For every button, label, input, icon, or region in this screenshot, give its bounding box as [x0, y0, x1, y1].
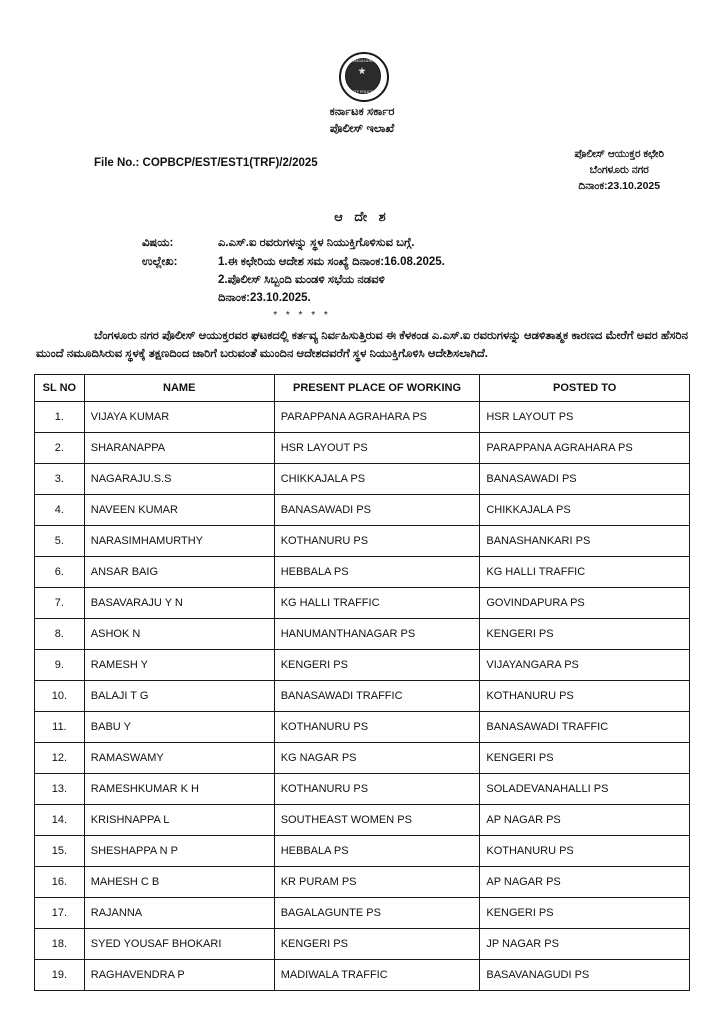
cell-sl-no: 19.: [35, 959, 85, 990]
cell-present-place: KENGERI PS: [274, 649, 480, 680]
subject-reference-block: [34, 235, 690, 308]
cell-present-place: BAGALAGUNTE PS: [274, 897, 480, 928]
table-row: [35, 525, 690, 556]
column-header-name: NAME: [84, 374, 274, 401]
table-row: [35, 680, 690, 711]
column-header-present-place: PRESENT PLACE OF WORKING: [274, 374, 480, 401]
cell-name: ASHOK N: [84, 618, 274, 649]
table-row: [35, 835, 690, 866]
cell-posted-to: KENGERI PS: [480, 742, 690, 773]
cell-posted-to: GOVINDAPURA PS: [480, 587, 690, 618]
subject-label: ವಿಷಯ:: [142, 236, 174, 249]
table-row: [35, 897, 690, 928]
emblem-text-top: BENGALURU: [349, 59, 375, 63]
cell-present-place: HANUMANTHANAGAR PS: [274, 618, 480, 649]
cell-present-place: CHIKKAJALA PS: [274, 463, 480, 494]
cell-name: RAJANNA: [84, 897, 274, 928]
cell-posted-to: KENGERI PS: [480, 618, 690, 649]
cell-sl-no: 17.: [35, 897, 85, 928]
cell-sl-no: 16.: [35, 866, 85, 897]
cell-sl-no: 1.: [35, 401, 85, 432]
cell-present-place: KG NAGAR PS: [274, 742, 480, 773]
table-row: [35, 711, 690, 742]
emblem-text-bottom: CITY POLICE: [351, 90, 373, 94]
cell-posted-to: HSR LAYOUT PS: [480, 401, 690, 432]
table-row: [35, 649, 690, 680]
table-header-row: [35, 374, 690, 401]
separator-stars: * * * * *: [273, 309, 331, 321]
cell-present-place: PARAPPANA AGRAHARA PS: [274, 401, 480, 432]
cell-sl-no: 8.: [35, 618, 85, 649]
emblem-container: [34, 52, 690, 100]
cell-sl-no: 13.: [35, 773, 85, 804]
column-header-posted-to: POSTED TO: [480, 374, 690, 401]
table-row: [35, 959, 690, 990]
office-date: ದಿನಾಂಕ:23.10.2025: [578, 179, 661, 192]
cell-sl-no: 4.: [35, 494, 85, 525]
cell-posted-to: BANASHANKARI PS: [480, 525, 690, 556]
table-row: [35, 494, 690, 525]
table-row: [35, 618, 690, 649]
cell-posted-to: PARAPPANA AGRAHARA PS: [480, 432, 690, 463]
cell-name: KRISHNAPPA L: [84, 804, 274, 835]
cell-sl-no: 15.: [35, 835, 85, 866]
cell-posted-to: KG HALLI TRAFFIC: [480, 556, 690, 587]
cell-posted-to: KOTHANURU PS: [480, 680, 690, 711]
cell-sl-no: 14.: [35, 804, 85, 835]
document-meta-row: [34, 147, 690, 194]
table-row: [35, 773, 690, 804]
reference-line-2: 2.ಪೊಲೀಸ್ ಸಿಬ್ಬಂದಿ ಮಂಡಳಿ ಸಭೆಯ ನಡವಳಿ: [218, 274, 385, 287]
cell-present-place: BANASAWADI PS: [274, 494, 480, 525]
cell-name: ANSAR BAIG: [84, 556, 274, 587]
cell-present-place: HEBBALA PS: [274, 835, 480, 866]
cell-present-place: HEBBALA PS: [274, 556, 480, 587]
cell-posted-to: KENGERI PS: [480, 897, 690, 928]
cell-sl-no: 6.: [35, 556, 85, 587]
cell-sl-no: 5.: [35, 525, 85, 556]
reference-row: [142, 254, 690, 307]
cell-name: BASAVARAJU Y N: [84, 587, 274, 618]
gov-heading-line-1: ಕರ್ನಾಟಕ ಸರ್ಕಾರ: [329, 106, 395, 118]
office-line-2: ಬೆಂಗಳೂರು ನಗರ: [589, 164, 649, 177]
cell-sl-no: 11.: [35, 711, 85, 742]
table-row: [35, 463, 690, 494]
cell-present-place: KOTHANURU PS: [274, 525, 480, 556]
cell-name: RAMESH Y: [84, 649, 274, 680]
office-line-1: ಪೊಲೀಸ್ ಆಯುಕ್ತರ ಕಛೇರಿ: [574, 148, 664, 161]
cell-present-place: KOTHANURU PS: [274, 711, 480, 742]
cell-name: NAGARAJU.S.S: [84, 463, 274, 494]
issuing-office-block: [574, 147, 690, 194]
table-row: [35, 742, 690, 773]
cell-posted-to: SOLADEVANAHALLI PS: [480, 773, 690, 804]
cell-name: RAMESHKUMAR K H: [84, 773, 274, 804]
cell-present-place: MADIWALA TRAFFIC: [274, 959, 480, 990]
cell-posted-to: KOTHANURU PS: [480, 835, 690, 866]
cell-name: RAGHAVENDRA P: [84, 959, 274, 990]
cell-posted-to: JP NAGAR PS: [480, 928, 690, 959]
government-heading: [34, 104, 690, 137]
cell-sl-no: 2.: [35, 432, 85, 463]
table-body: [35, 401, 690, 990]
gov-heading-line-2: ಪೊಲೀಸ್ ಇಲಾಖೆ: [329, 122, 395, 135]
cell-present-place: KR PURAM PS: [274, 866, 480, 897]
cell-posted-to: CHIKKAJALA PS: [480, 494, 690, 525]
subject-row: [142, 235, 690, 253]
cell-present-place: SOUTHEAST WOMEN PS: [274, 804, 480, 835]
cell-name: RAMASWAMY: [84, 742, 274, 773]
cell-posted-to: BANASAWADI TRAFFIC: [480, 711, 690, 742]
column-header-sl-no: SL NO: [35, 374, 85, 401]
transfer-table: [34, 374, 690, 991]
cell-sl-no: 3.: [35, 463, 85, 494]
cell-present-place: KENGERI PS: [274, 928, 480, 959]
cell-present-place: BANASAWADI TRAFFIC: [274, 680, 480, 711]
cell-name: BABU Y: [84, 711, 274, 742]
cell-name: SHESHAPPA N P: [84, 835, 274, 866]
cell-sl-no: 18.: [35, 928, 85, 959]
cell-present-place: KOTHANURU PS: [274, 773, 480, 804]
table-row: [35, 866, 690, 897]
table-row: [35, 587, 690, 618]
cell-name: VIJAYA KUMAR: [84, 401, 274, 432]
file-number: File No.: COPBCP/EST/EST1(TRF)/2/2025: [94, 157, 318, 170]
cell-name: SHARANAPPA: [84, 432, 274, 463]
cell-posted-to: AP NAGAR PS: [480, 804, 690, 835]
table-header: [35, 374, 690, 401]
subject-value: ಎ.ಎಸ್.ಐ ರವರುಗಳನ್ನು ಸ್ಥಳ ನಿಯುಕ್ತಿಗೊಳಿಸುವ ಬಗ್ಗೆ.: [218, 236, 415, 249]
table-row: [35, 432, 690, 463]
table-row: [35, 401, 690, 432]
cell-name: MAHESH C B: [84, 866, 274, 897]
cell-name: BALAJI T G: [84, 680, 274, 711]
order-title: ಆ ದೇ ಶ: [334, 208, 390, 224]
cell-posted-to: BANASAWADI PS: [480, 463, 690, 494]
emblem-inner-disc: [345, 58, 381, 94]
cell-name: NAVEEN KUMAR: [84, 494, 274, 525]
order-body-paragraph: ಬೆಂಗಳೂರು ನಗರ ಪೊಲೀಸ್ ಆಯುಕ್ತರವರ ಘಟಕದಲ್ಲಿ ಕರ್ತವ್ಯ ನಿರ್ವಹಿಸುತ್ತಿರುವ ಈ ಕೆಳಕಂಡ ಎ.ಎಸ್.ಐ ರವರುಗಳನ್ನು ಆಡಳಿತಾತ್ಮಕ ಕಾರಣದ ಮೇರೆಗೆ ಅವರ ಹೆಸರಿನ ಮುಂದೆ ನಮೂದಿಸಿರುವ ಸ್ಥಳಕ್ಕೆ ತಕ್ಷಣದಿಂದ ಜಾರಿಗೆ ಬರುವಂತೆ ಮುಂದಿನ ಆದೇಶದವರೆಗೆ ಸ್ಥಳ ನಿಯುಕ್ತಿಗೊಳಿಸಿ ಆದೇಶಿಸಲಾಗಿದೆ.: [36, 329, 688, 361]
cell-name: SYED YOUSAF BHOKARI: [84, 928, 274, 959]
cell-sl-no: 7.: [35, 587, 85, 618]
cell-sl-no: 12.: [35, 742, 85, 773]
reference-line-1: 1.ಈ ಕಛೇರಿಯ ಆದೇಶ ಸಮ ಸಂಖ್ಯೆ ದಿನಾಂಕ:16.08.2025.: [218, 256, 445, 269]
cell-posted-to: VIJAYANGARA PS: [480, 649, 690, 680]
reference-values: [218, 254, 445, 307]
table-row: [35, 928, 690, 959]
cell-present-place: KG HALLI TRAFFIC: [274, 587, 480, 618]
table-row: [35, 804, 690, 835]
cell-sl-no: 9.: [35, 649, 85, 680]
cell-sl-no: 10.: [35, 680, 85, 711]
cell-present-place: HSR LAYOUT PS: [274, 432, 480, 463]
reference-line-3: ದಿನಾಂಕ:23.10.2025.: [218, 292, 311, 305]
bengaluru-city-police-emblem-icon: [336, 52, 388, 100]
table-row: [35, 556, 690, 587]
cell-posted-to: AP NAGAR PS: [480, 866, 690, 897]
cell-posted-to: BASAVANAGUDI PS: [480, 959, 690, 990]
cell-name: NARASIMHAMURTHY: [84, 525, 274, 556]
reference-label: ಉಲ್ಲೇಖ:: [142, 256, 178, 269]
